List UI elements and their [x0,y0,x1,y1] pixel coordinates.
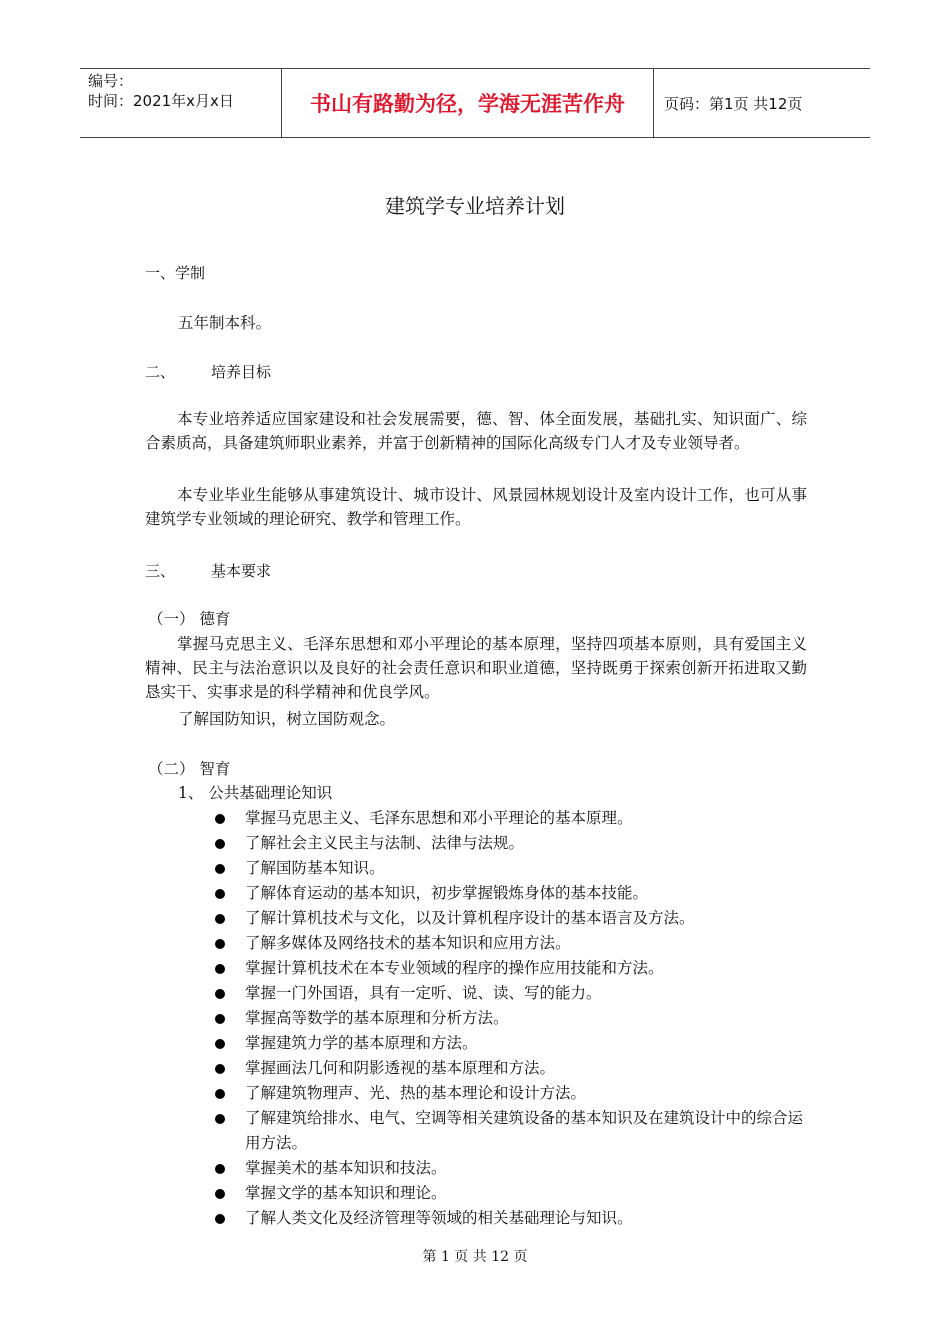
bullet-icon [215,1214,225,1224]
section-heading-2 [145,361,272,382]
doc-time-label: 时间：2021年x月x日 [88,92,234,110]
list-item: 了解体育运动的基本知识，初步掌握锻炼身体的基本技能。 [212,881,812,906]
list-item: 了解建筑给排水、电气、空调等相关建筑设备的基本知识及在建筑设计中的综合运用方法。 [212,1106,812,1156]
bullet-icon [215,814,225,824]
moral-heading: （一） 德育 [148,610,231,628]
doc-number-label: 编号： [88,72,134,90]
bullet-icon [215,964,225,974]
bullet-icon [215,1039,225,1049]
list-item: 掌握画法几何和阴影透视的基本原理和方法。 [212,1056,812,1081]
page-footer: 第 1 页 共 12 页 [422,1249,528,1265]
moral-paragraph-1: 掌握马克思主义、毛泽东思想和邓小平理论的基本原理，坚持四项基本原则，具有爱国主义精神、民主与法治意识以及良好的社会责任意识和职业道德，坚持既勇于探索创新开拓进取又勤恳实干、实事求是的科学精神和优良学风。 [145,635,807,701]
section-1-body: 五年制本科。 [178,314,272,332]
bullet-icon [215,939,225,949]
header-meta [80,69,282,137]
list-item: 掌握马克思主义、毛泽东思想和邓小平理论的基本原理。 [212,806,812,831]
list-item: 了解国防基本知识。 [212,856,812,881]
list-item: 掌握一门外国语，具有一定听、说、读、写的能力。 [212,981,812,1006]
bullet-icon [215,864,225,874]
section-2-paragraph-1: 本专业培养适应国家建设和社会发展需要，德、智、体全面发展，基础扎实、知识面广、综合素质高，具备建筑师职业素养，并富于创新精神的国际化高级专门人才及专业领导者。 [145,410,807,452]
section-3-title: 基本要求 [211,562,272,580]
list-item: 了解建筑物理声、光、热的基本理论和设计方法。 [212,1081,812,1106]
knowledge-list [212,806,812,1231]
list-item: 了解计算机技术与文化，以及计算机程序设计的基本语言及方法。 [212,906,812,931]
list-item: 了解多媒体及网络技术的基本知识和应用方法。 [212,931,812,956]
list-item: 了解社会主义民主与法制、法律与法规。 [212,831,812,856]
header-motto: 书山有路勤为径，学海无涯苦作舟 [282,69,654,137]
document-title: 建筑学专业培养计划 [385,194,565,218]
bullet-icon [215,1189,225,1199]
intellect-subheading: 1、 公共基础理论知识 [178,784,333,802]
list-item: 掌握高等数学的基本原理和分析方法。 [212,1006,812,1031]
bullet-icon [215,1089,225,1099]
list-item: 掌握文学的基本知识和理论。 [212,1181,812,1206]
bullet-icon [215,889,225,899]
list-item: 掌握建筑力学的基本原理和方法。 [212,1031,812,1056]
section-2-paragraph-2: 本专业毕业生能够从事建筑设计、城市设计、风景园林规划设计及室内设计工作，也可从事建筑学专业领域的理论研究、教学和管理工作。 [145,486,807,528]
section-2-title: 培养目标 [211,363,272,381]
bullet-icon [215,989,225,999]
list-item: 掌握计算机技术在本专业领域的程序的操作应用技能和方法。 [212,956,812,981]
bullet-icon [215,1064,225,1074]
section-2-number: 二、 [145,363,176,381]
section-heading-3 [145,560,272,581]
page-header [80,68,870,138]
intellect-heading: （二） 智育 [148,760,231,778]
bullet-icon [215,839,225,849]
section-3-number: 三、 [145,562,176,580]
list-item: 掌握美术的基本知识和技法。 [212,1156,812,1181]
list-item: 了解人类文化及经济管理等领域的相关基础理论与知识。 [212,1206,812,1231]
moral-paragraph-2: 了解国防知识，树立国防观念。 [178,710,396,728]
bullet-icon [215,1114,225,1124]
section-heading-1: 一、学制 [145,264,206,282]
header-page-info: 页码：第1页 共12页 [664,94,803,113]
bullet-icon [215,914,225,924]
bullet-icon [215,1164,225,1174]
bullet-icon [215,1014,225,1024]
